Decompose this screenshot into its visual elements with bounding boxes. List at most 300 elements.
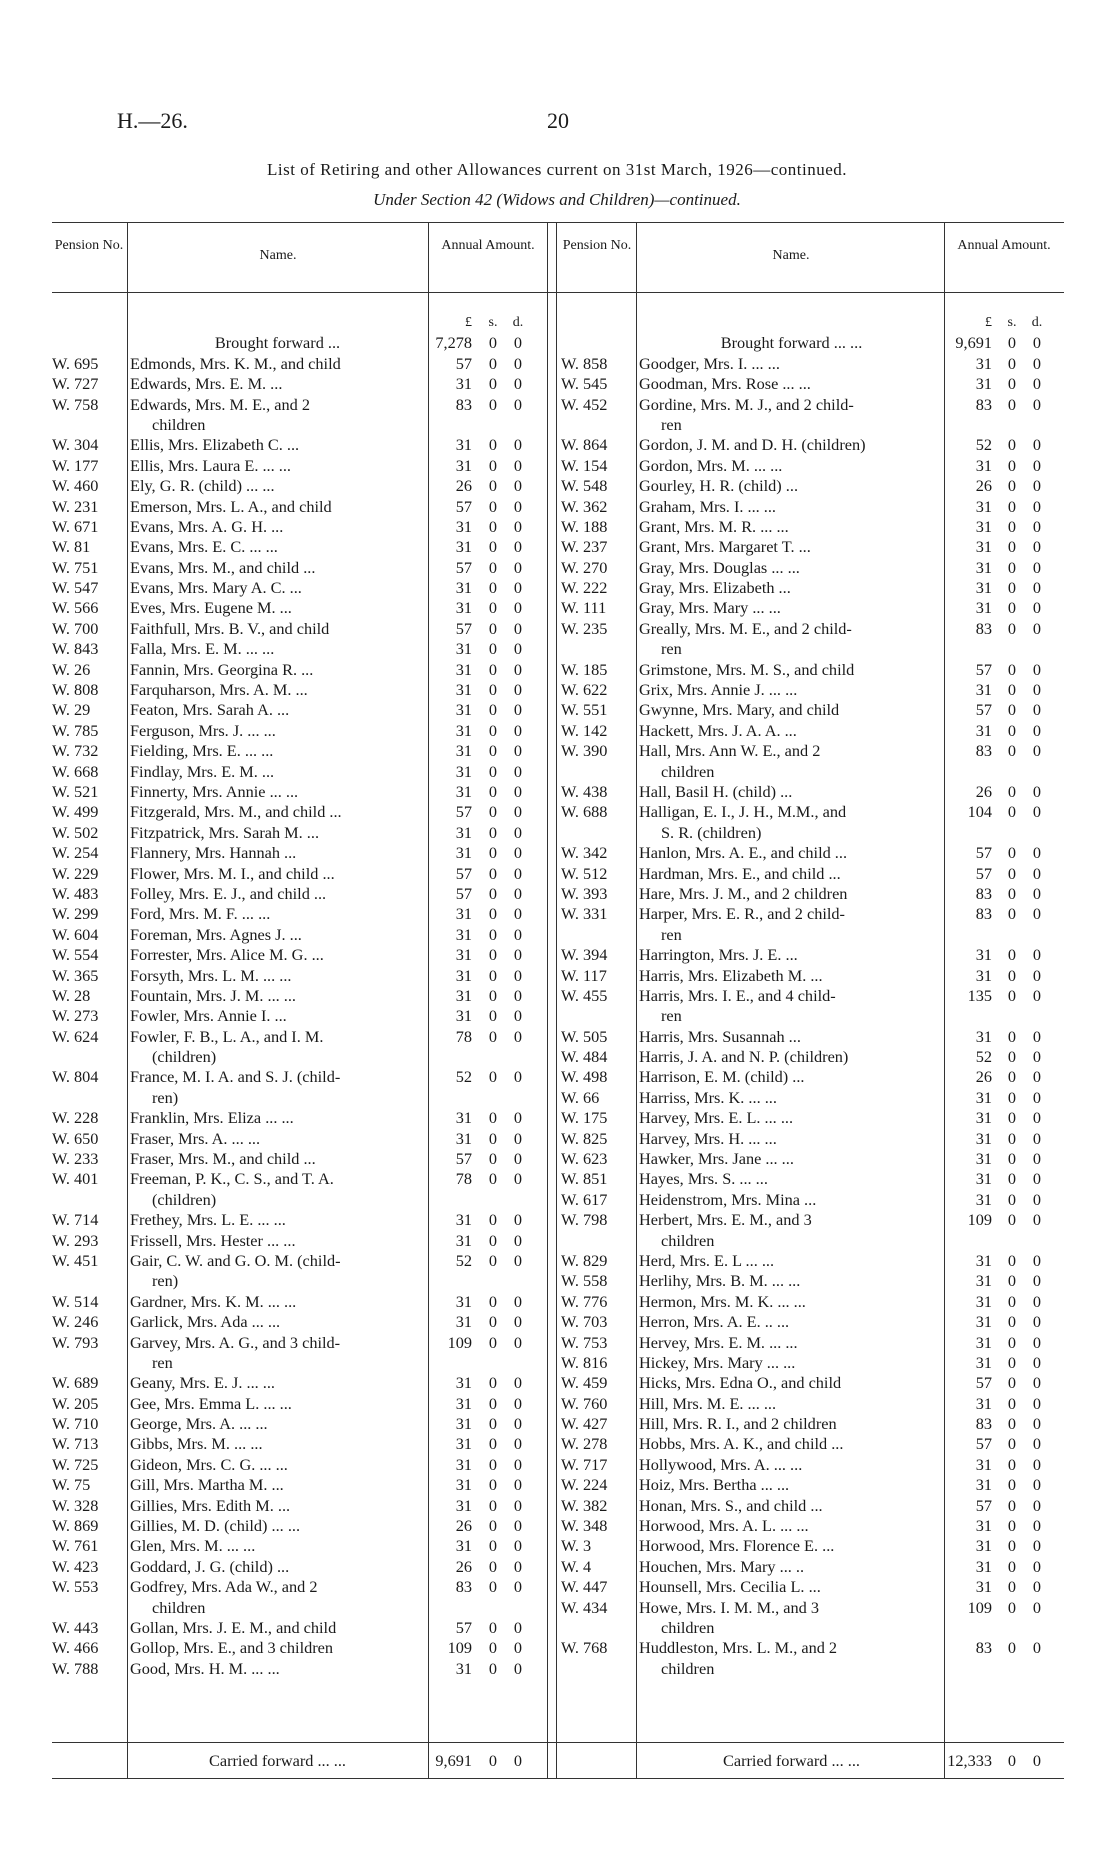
amount-shillings: 0 [1007,1352,1017,1372]
amount-pounds: 31 [975,1087,992,1107]
pension-number: W. 452 [561,394,608,414]
pensioner-name: Franklin, Mrs. Eliza ... ... [130,1108,294,1128]
table-row [561,1414,1065,1434]
amount-pence: 0 [513,435,523,455]
table-row [561,1108,1065,1128]
table-row [561,1577,1065,1597]
pensioner-name: Folley, Mrs. E. J., and child ... [130,883,327,903]
amount-pence: 0 [513,333,523,353]
table-row [52,1129,543,1149]
amount-shillings: 0 [488,1230,498,1250]
amount-pence: 0 [1032,1291,1042,1311]
amount-pence: 0 [513,516,523,536]
pension-number: W. 804 [52,1067,99,1087]
table-row [52,435,543,455]
pension-number: W. 443 [52,1618,99,1637]
table-row [52,598,543,618]
amount-shillings: 0 [488,1475,498,1495]
table-row [561,1638,1065,1658]
pension-number: W. 727 [52,374,99,394]
amount-pence: 0 [1032,496,1042,516]
pension-number: W. 459 [561,1373,608,1393]
amount-pence: 0 [1032,1597,1042,1617]
amount-pence: 0 [1032,516,1042,536]
amount-pence: 0 [1032,1536,1042,1556]
amount-pence: 0 [513,1291,523,1311]
amount-pounds: 31 [975,578,992,598]
pensioner-name: children [661,1230,715,1250]
pension-number: W. 548 [561,476,608,496]
pensioner-name: Hawker, Mrs. Jane ... ... [639,1149,794,1169]
pension-number: W. 566 [52,598,99,618]
pension-number: W. 393 [561,883,608,903]
amount-pounds: 31 [455,781,472,801]
pensioner-name: ren [152,1352,173,1372]
pensioner-name: ren) [152,1271,179,1291]
amount-pence: 0 [513,781,523,801]
amount-shillings: 0 [1007,537,1017,557]
amount-shillings: 0 [488,639,498,659]
amount-pounds: 12,333 [947,1751,992,1770]
pensioner-name: Hill, Mrs. M. E. ... ... [639,1393,777,1413]
amount-pence: 0 [513,1536,523,1556]
amount-shillings: 0 [488,394,498,414]
amount-shillings: 0 [488,1495,498,1515]
table-row [561,1067,1065,1087]
amount-pounds: 31 [975,1271,992,1291]
table-row [561,986,1065,1006]
amount-shillings: 0 [1007,374,1017,394]
pensioner-name: Houchen, Mrs. Mary ... .. [639,1556,805,1576]
amount-shillings: 0 [1007,883,1017,903]
pensioner-name: ren [661,414,682,434]
pension-number: W. 26 [52,659,91,679]
table-row [561,1516,1065,1536]
amount-pounds: 31 [975,1516,992,1536]
amount-pence: 0 [1032,863,1042,883]
table-row [52,537,543,557]
table-row [561,1169,1065,1189]
section-subtitle: Under Section 42 (Widows and Children)—continued. [373,190,741,209]
pensioner-name: Harrington, Mrs. J. E. ... [639,945,798,965]
amount-pence: 0 [1032,333,1042,353]
amount-pence: 0 [1032,1352,1042,1372]
amount-pence: 0 [513,1393,523,1413]
table-row [52,1373,543,1393]
pension-number: W. 231 [52,496,99,516]
pension-number: W. 237 [561,537,608,557]
amount-shillings: 0 [488,761,498,781]
pension-number: W. 348 [561,1516,608,1536]
pensioner-name: Falla, Mrs. E. M. ... ... [130,639,275,659]
table-row [52,1027,543,1047]
carried-forward-label: Carried forward ... ... [723,1751,860,1770]
pension-number: W. 466 [52,1638,99,1658]
amount-shillings: 0 [1007,476,1017,496]
amount-shillings: 0 [488,741,498,761]
pension-number: W. 753 [561,1332,608,1352]
table-row [52,1108,543,1128]
pensioner-name: Hill, Mrs. R. I., and 2 children [639,1414,837,1434]
amount-pence: 0 [513,741,523,761]
table-row [52,1577,543,1597]
table-row [561,537,1065,557]
pension-number: W. 365 [52,965,99,985]
pensioner-name: Goodger, Mrs. I. ... ... [639,353,780,373]
pension-number: W. 558 [561,1271,608,1291]
amount-shillings: 0 [488,516,498,536]
amount-pounds: 31 [455,965,472,985]
doc-reference: H.—26. [117,108,188,133]
amount-pounds: 57 [455,353,472,373]
amount-shillings: 0 [1007,455,1017,475]
amount-pence: 0 [513,1169,523,1189]
amount-pounds: 78 [455,1169,472,1189]
pensioner-name: Ferguson, Mrs. J. ... ... [130,720,276,740]
amount-pounds: 31 [975,1291,992,1311]
pension-number: W. 224 [561,1475,608,1495]
amount-shillings: 0 [1007,516,1017,536]
amount-shillings: 0 [488,680,498,700]
amount-pence: 0 [513,1067,523,1087]
amount-pence: 0 [513,1516,523,1536]
pensioner-name: Fitzgerald, Mrs. M., and child ... [130,802,342,822]
amount-shillings: 0 [1007,1087,1017,1107]
pensioner-name: Fowler, F. B., L. A., and I. M. [130,1026,324,1046]
amount-shillings: 0 [488,863,498,883]
pension-number: W. 28 [52,985,91,1005]
amount-pounds: 31 [975,1312,992,1332]
table-row [561,1047,1065,1067]
table-row [52,762,543,782]
amount-shillings: 0 [1007,720,1017,740]
amount-pence: 0 [513,1373,523,1393]
pensioner-name: Evans, Mrs. M., and child ... [130,557,316,577]
table-row [561,1557,1065,1577]
table-row [52,1333,543,1353]
col-header-name: Name. [259,248,297,263]
table-row [52,1210,543,1230]
table-row-continuation [561,415,1065,435]
table-row [561,945,1065,965]
pension-number: W. 185 [561,659,608,679]
table-row [561,1149,1065,1169]
amount-pence: 0 [513,1332,523,1352]
amount-shillings: 0 [1007,1332,1017,1352]
table-row [561,843,1065,863]
amount-pounds: 31 [975,598,992,618]
pensioner-name: Herd, Mrs. E. L ... ... [639,1250,775,1270]
table-row [52,456,543,476]
amount-shillings: 0 [488,904,498,924]
pensioner-name: Grant, Mrs. Margaret T. ... [639,537,811,557]
table-row [52,1475,543,1495]
amount-pounds: 57 [975,1495,992,1515]
table-row [52,782,543,802]
amount-pounds: 31 [975,374,992,394]
table-row [52,1394,543,1414]
pensioner-name: Frethey, Mrs. L. E. ... ... [130,1210,286,1230]
pensioner-name: Gee, Mrs. Emma L. ... ... [130,1393,292,1413]
amount-shillings: 0 [488,1556,498,1576]
pension-number: W. 233 [52,1149,99,1169]
pension-number: W. 222 [561,578,608,598]
pensioner-name: (children) [152,1189,217,1209]
pensioner-name: Evans, Mrs. A. G. H. ... [130,516,284,536]
pensioner-name: Greally, Mrs. M. E., and 2 child- [639,618,852,638]
brought-forward-label: Brought forward ... ... [720,333,863,353]
amount-shillings: 0 [488,1414,498,1434]
table-row [561,904,1065,924]
pension-number: W. 451 [52,1250,99,1270]
pensioner-name: France, M. I. A. and S. J. (child- [130,1067,341,1087]
amount-pounds: 31 [455,822,472,842]
amount-shillings: 0 [488,1638,498,1658]
pensioner-name: Fitzpatrick, Mrs. Sarah M. ... [130,822,320,842]
table-row [561,700,1065,720]
amount-pounds: 31 [975,353,992,373]
pensioner-name: Gordon, Mrs. M. ... ... [639,455,783,475]
amount-pence: 0 [513,1230,523,1250]
table-row-continuation [52,1353,543,1373]
pensioner-name: Goodman, Mrs. Rose ... ... [639,374,811,394]
amount-shillings: 0 [488,781,498,801]
pension-number: W. 254 [52,843,99,863]
list-title: List of Retiring and other Allowances current on 31st March, 1926—continued. [267,160,847,179]
pension-number: W. 604 [52,924,99,944]
amount-pounds: 31 [975,1536,992,1556]
amount-pence: 0 [1032,659,1042,679]
pension-number: W. 505 [561,1026,608,1046]
amount-pounds: 57 [975,700,992,720]
table-row [561,680,1065,700]
pensioner-name: Gollan, Mrs. J. E. M., and child [130,1618,337,1637]
amount-pounds: 83 [975,741,992,761]
pension-number: W. 689 [52,1373,99,1393]
table-row [561,395,1065,415]
amount-pence: 0 [1032,985,1042,1005]
amount-pounds: 83 [455,394,472,414]
amount-pence: 0 [513,843,523,863]
table-row [52,741,543,761]
table-row [52,884,543,904]
table-row [52,1496,543,1516]
amount-pence: 0 [1032,1638,1042,1658]
pension-number: W. 293 [52,1230,99,1250]
amount-shillings: 0 [1007,1414,1017,1434]
pensioner-name: Hervey, Mrs. E. M. ... ... [639,1332,798,1352]
amount-pence: 0 [1032,578,1042,598]
amount-shillings: 0 [488,659,498,679]
pensioner-name: Herron, Mrs. A. E. .. ... [639,1312,790,1332]
table-row [561,435,1065,455]
pension-number: W. 455 [561,985,608,1005]
pensioner-name: Garvey, Mrs. A. G., and 3 child- [130,1332,341,1352]
pensioner-name: Gair, C. W. and G. O. M. (child- [130,1250,341,1270]
amount-pounds: 57 [455,802,472,822]
pension-number: W. 382 [561,1495,608,1515]
amount-pounds: 31 [455,700,472,720]
table-row [52,1659,543,1679]
pensioner-name: Finnerty, Mrs. Annie ... ... [130,781,299,801]
amount-pounds: 26 [975,781,992,801]
amount-pence: 0 [1032,598,1042,618]
amount-pounds: 109 [967,1210,992,1230]
table-row [561,1434,1065,1454]
pensioner-name: Gordine, Mrs. M. J., and 2 child- [639,394,854,414]
pensioner-name: Harrison, E. M. (child) ... [639,1067,805,1087]
pension-number: W. 273 [52,1006,99,1026]
amount-shillings: 0 [488,1169,498,1189]
pensioner-name: Evans, Mrs. Mary A. C. ... [130,578,302,598]
amount-pence: 0 [513,476,523,496]
pensioner-name: Hall, Mrs. Ann W. E., and 2 [639,741,821,761]
table-row [561,1210,1065,1230]
pensioner-name: Ellis, Mrs. Elizabeth C. ... [130,435,300,455]
pensioner-name: Grimstone, Mrs. M. S., and child [639,659,855,679]
amount-pounds: 52 [455,1250,472,1270]
table-row-continuation [52,1047,543,1067]
amount-pence: 0 [1032,720,1042,740]
table-row [52,354,543,374]
amount-pence: 0 [513,1475,523,1495]
pension-number: W. 514 [52,1291,99,1311]
pension-number: W. 869 [52,1516,99,1536]
amount-shillings: 0 [1007,578,1017,598]
amount-pence: 0 [1032,1495,1042,1515]
amount-shillings: 0 [1007,496,1017,516]
amount-pounds: 135 [967,985,992,1005]
carried-forward-row [52,1751,543,1771]
amount-pounds: 83 [975,904,992,924]
amount-pounds: 83 [975,883,992,903]
pension-number: W. 808 [52,680,99,700]
pension-number: W. 695 [52,353,99,373]
amount-shillings: 0 [1007,945,1017,965]
amount-pounds: 57 [975,659,992,679]
amount-pounds: 31 [455,1373,472,1393]
amount-shillings: 0 [488,496,498,516]
amount-shillings: 0 [488,1149,498,1169]
pensioner-name: Hackett, Mrs. J. A. A. ... [639,720,797,740]
pensioner-name: Ford, Mrs. M. F. ... ... [130,904,271,924]
amount-pence: 0 [1032,1751,1042,1770]
table-row [52,721,543,741]
pension-number: W. 864 [561,435,608,455]
amount-pounds: 31 [455,1108,472,1128]
carried-forward-label: Carried forward ... ... [209,1751,346,1770]
amount-pounds: 31 [455,720,472,740]
amount-pounds: 31 [455,374,472,394]
table-row-continuation [561,1659,1065,1679]
amount-pounds: 109 [967,1597,992,1617]
table-row [561,1496,1065,1516]
table-row [52,1312,543,1332]
amount-pounds: 31 [975,680,992,700]
pensioner-name: Gray, Mrs. Douglas ... ... [639,557,800,577]
table-row [52,619,543,639]
table-row [561,558,1065,578]
amount-pence: 0 [1032,843,1042,863]
amount-shillings: 0 [488,537,498,557]
pence-unit: d. [512,315,524,330]
pension-number: W. 714 [52,1210,99,1230]
pensioner-name: Fannin, Mrs. Georgina R. ... [130,659,314,679]
amount-shillings: 0 [488,700,498,720]
amount-pounds: 9,691 [435,1751,472,1770]
amount-pounds: 83 [975,618,992,638]
table-row [52,925,543,945]
amount-shillings: 0 [488,1210,498,1230]
amount-pounds: 31 [455,1230,472,1250]
amount-pence: 0 [1032,1414,1042,1434]
amount-pence: 0 [1032,883,1042,903]
amount-pounds: 57 [975,1434,992,1454]
amount-shillings: 0 [488,1373,498,1393]
amount-pounds: 31 [455,1006,472,1026]
amount-pounds: 83 [975,1414,992,1434]
amount-pounds: 26 [975,476,992,496]
amount-pence: 0 [513,1210,523,1230]
table-row [52,864,543,884]
pensioner-name: ren [661,924,682,944]
amount-shillings: 0 [488,1751,498,1770]
amount-pounds: 31 [975,1128,992,1148]
table-row-continuation [52,1088,543,1108]
amount-pence: 0 [513,659,523,679]
amount-pence: 0 [1032,781,1042,801]
amount-pounds: 31 [455,904,472,924]
pensioner-name: Garlick, Mrs. Ada ... ... [130,1312,281,1332]
pensioner-name: children [661,761,715,781]
amount-pounds: 31 [455,1291,472,1311]
pensioner-name: Forrester, Mrs. Alice M. G. ... [130,945,324,965]
amount-pence: 0 [1032,1312,1042,1332]
amount-shillings: 0 [488,1006,498,1026]
pensioner-name: S. R. (children) [661,822,762,842]
amount-pence: 0 [513,578,523,598]
table-row [52,802,543,822]
amount-pence: 0 [1032,1108,1042,1128]
pension-number: W. 843 [52,639,99,659]
amount-pence: 0 [1032,1210,1042,1230]
pension-number: W. 551 [561,700,608,720]
amount-pence: 0 [513,1434,523,1454]
pensioner-name: Harris, J. A. and N. P. (children) [639,1047,849,1067]
table-row [52,966,543,986]
table-row [561,1394,1065,1414]
amount-shillings: 0 [1007,843,1017,863]
pensioner-name: Geany, Mrs. E. J. ... ... [130,1373,276,1393]
amount-pounds: 31 [455,1210,472,1230]
pension-number: W. 793 [52,1332,99,1352]
pensioner-name: Goddard, J. G. (child) ... [130,1556,290,1576]
amount-pence: 0 [513,1250,523,1270]
table-row [561,476,1065,496]
amount-pence: 0 [513,1312,523,1332]
pounds-unit: £ [985,315,992,330]
amount-pounds: 31 [975,1352,992,1372]
pensioner-name: Hoiz, Mrs. Bertha ... ... [639,1475,790,1495]
amount-pence: 0 [513,537,523,557]
pension-number: W. 278 [561,1434,608,1454]
pensioner-name: Hanlon, Mrs. A. E., and child ... [639,843,848,863]
pensioner-name: Gibbs, Mrs. M. ... ... [130,1434,263,1454]
pensioner-name: Hermon, Mrs. M. K. ... ... [639,1291,806,1311]
amount-pence: 0 [513,1556,523,1576]
pounds-unit: £ [465,315,472,330]
amount-pounds: 26 [455,1516,472,1536]
